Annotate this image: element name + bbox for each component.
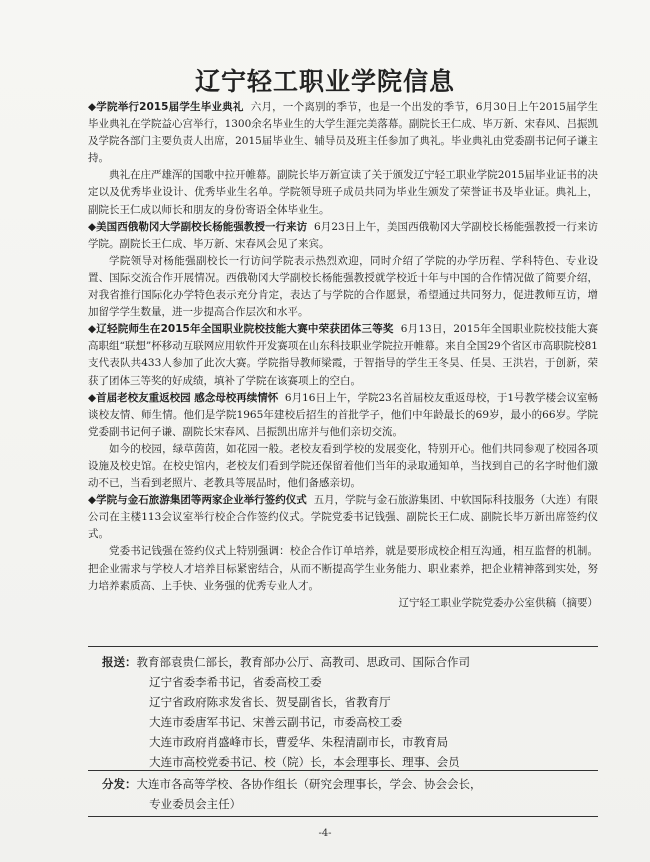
baosong-line: 大连市高校党委书记、校（院）长，本会理事长、理事、会员: [149, 755, 460, 769]
fenfa-label: 分发：: [102, 777, 137, 791]
baosong-line: 大连市政府肖盛峰市长，曹爱华、朱程清副市长，市教育局: [149, 735, 449, 749]
news-paragraph: 6月16日上午，学院23名首届校友重返母校，于1号教学楼会议室畅谈校友情、师生情。他们是学院1965年建校后招生的首批学子，他们中年龄最长的69岁，最小的66岁。学院党委副书记何子谦、副院长宋春风、吕振凯出席并与他们亲切交流。: [88, 391, 599, 438]
news-content: [88, 99, 598, 612]
news-headline: ◆学院与金石旅游集团等两家企业举行签约仪式: [88, 494, 307, 507]
baosong-line: 辽宁省政府陈求发省长、贺旻副省长，省教育厅: [149, 695, 391, 709]
news-paragraph: 五月，学院与金石旅游集团、中软国际科技服务（大连）有限公司在主楼113会议室举行校企合作签约仪式。学院党委书记钱强、副院长王仁成、副院长毕万新出席签约仪式。: [88, 494, 598, 541]
news-paragraph: 6月23日上午，美国西俄勒冈大学副校长杨能强教授一行来访学院。副院长王仁成、毕万新、宋春风会见了来宾。: [88, 220, 598, 250]
news-item-graduation: [88, 99, 598, 167]
news-headline: ◆辽轻院师生在2015年全国职业院校技能大赛中荣获团体三等奖: [88, 323, 394, 336]
divider: [88, 646, 598, 647]
baosong-section: [102, 652, 602, 772]
baosong-line: 辽宁省委李希书记，省委高校工委: [149, 675, 322, 689]
baosong-line: 报送：教育部袁贵仁部长，教育部办公厅、高教司、思政司、国际合作司: [102, 655, 470, 669]
fenfa-line: 专业委员会主任）: [149, 797, 242, 811]
news-headline: ◆美国西俄勒冈大学副校长杨能强教授一行来访: [88, 220, 308, 233]
document-title: 辽宁轻工职业学院信息: [194, 67, 455, 96]
news-paragraph: 党委书记钱强在签约仪式上特别强调：校企合作订单培养，就是要形成校企相互沟通，相互监督的机制。把企业需求与学校人才培养目标紧密结合，从而不断提高学生业务能力、职业素养，把企业精神落到实处，努力培养素质高、上手快、业务强的优秀专业人才。: [88, 545, 598, 592]
signature: 辽宁轻工职业学院党委办公室供稿（摘要）: [398, 596, 598, 609]
news-paragraph: 典礼在庄严雄浑的国歌中拉开帷幕。副院长毕万新宣读了关于颁发辽宁轻工职业学院2015届毕业证书的决定以及优秀毕业设计、优秀毕业生名单。学院领导班子成员共同为毕业生颁发了荣誉证书及毕业证。典礼上，副院长王仁成以师长和朋友的身份寄语全体毕业生。: [88, 169, 598, 216]
fenfa-section: [102, 774, 602, 814]
news-item-signing: [88, 492, 598, 543]
fenfa-line: 分发：大连市各高等学校、各协作组长（研究会理事长，学会、协会会长，: [102, 777, 482, 791]
page-number: -4-: [318, 828, 332, 839]
news-paragraph: 六月，一个离别的季节，也是一个出发的季节，6月30日上午2015届学生毕业典礼在学院益心宫举行，1300余名毕业生的大学生涯完美落幕。副院长王仁成、毕万新、宋春风、吕振凯及学院各部门主要负责人出席，2015届毕业生、辅导员及班主任参加了典礼。毕业典礼由党委副书记何子谦主持。: [88, 101, 598, 165]
news-paragraph: 学院领导对杨能强副校长一行访问学院表示热烈欢迎，同时介绍了学院的办学历程、学科特色、专业设置、国际交流合作开展情况。西俄勒冈大学副校长杨能强教授就学校近十年与中国的合作情况做了简要介绍，对我省推行国际化办学特色表示充分肯定，表达了与学院的合作愿景，希望通过共同努力，促进教师互访，增加留学学生数量，进一步提高合作层次和水平。: [88, 254, 598, 319]
news-item-visit: [88, 219, 598, 253]
divider: [88, 770, 598, 771]
divider: [88, 816, 598, 817]
news-headline: ◆首届老校友重返校园 感念母校再续情怀: [88, 391, 279, 404]
baosong-label: 报送：: [102, 655, 137, 669]
news-headline: ◆学院举行2015届学生毕业典礼: [88, 101, 244, 113]
news-paragraph: 如今的校园，绿草茵茵，如花园一般。老校友看到学校的发展变化，特别开心。他们共同参观了校园各项设施及校史馆。在校史馆内，老校友们看到学院还保留着他们当年的录取通知单，当找到自己的名字时他们激动不已，当看到老照片、老教具等展品时，他们备感亲切。: [88, 442, 598, 490]
baosong-line: 大连市委唐军书记、宋善云副书记，市委高校工委: [149, 715, 403, 729]
news-item-alumni: [88, 390, 598, 441]
news-paragraph: 6月13日，2015年全国职业院校技能大赛高职组“联想”杯移动互联网应用软件开发赛项在山东科技职业学院拉开帷幕。来自全国29个省区市高职院校81支代表队共433人参加了此次大赛。学院指导教师梁霞，于智指导的学生王冬昊、任昊、王洪岩，于创新，荣获了团体三等奖的好成绩，填补了学院在该赛项上的空白。: [88, 323, 598, 387]
news-item-competition: [88, 321, 598, 389]
